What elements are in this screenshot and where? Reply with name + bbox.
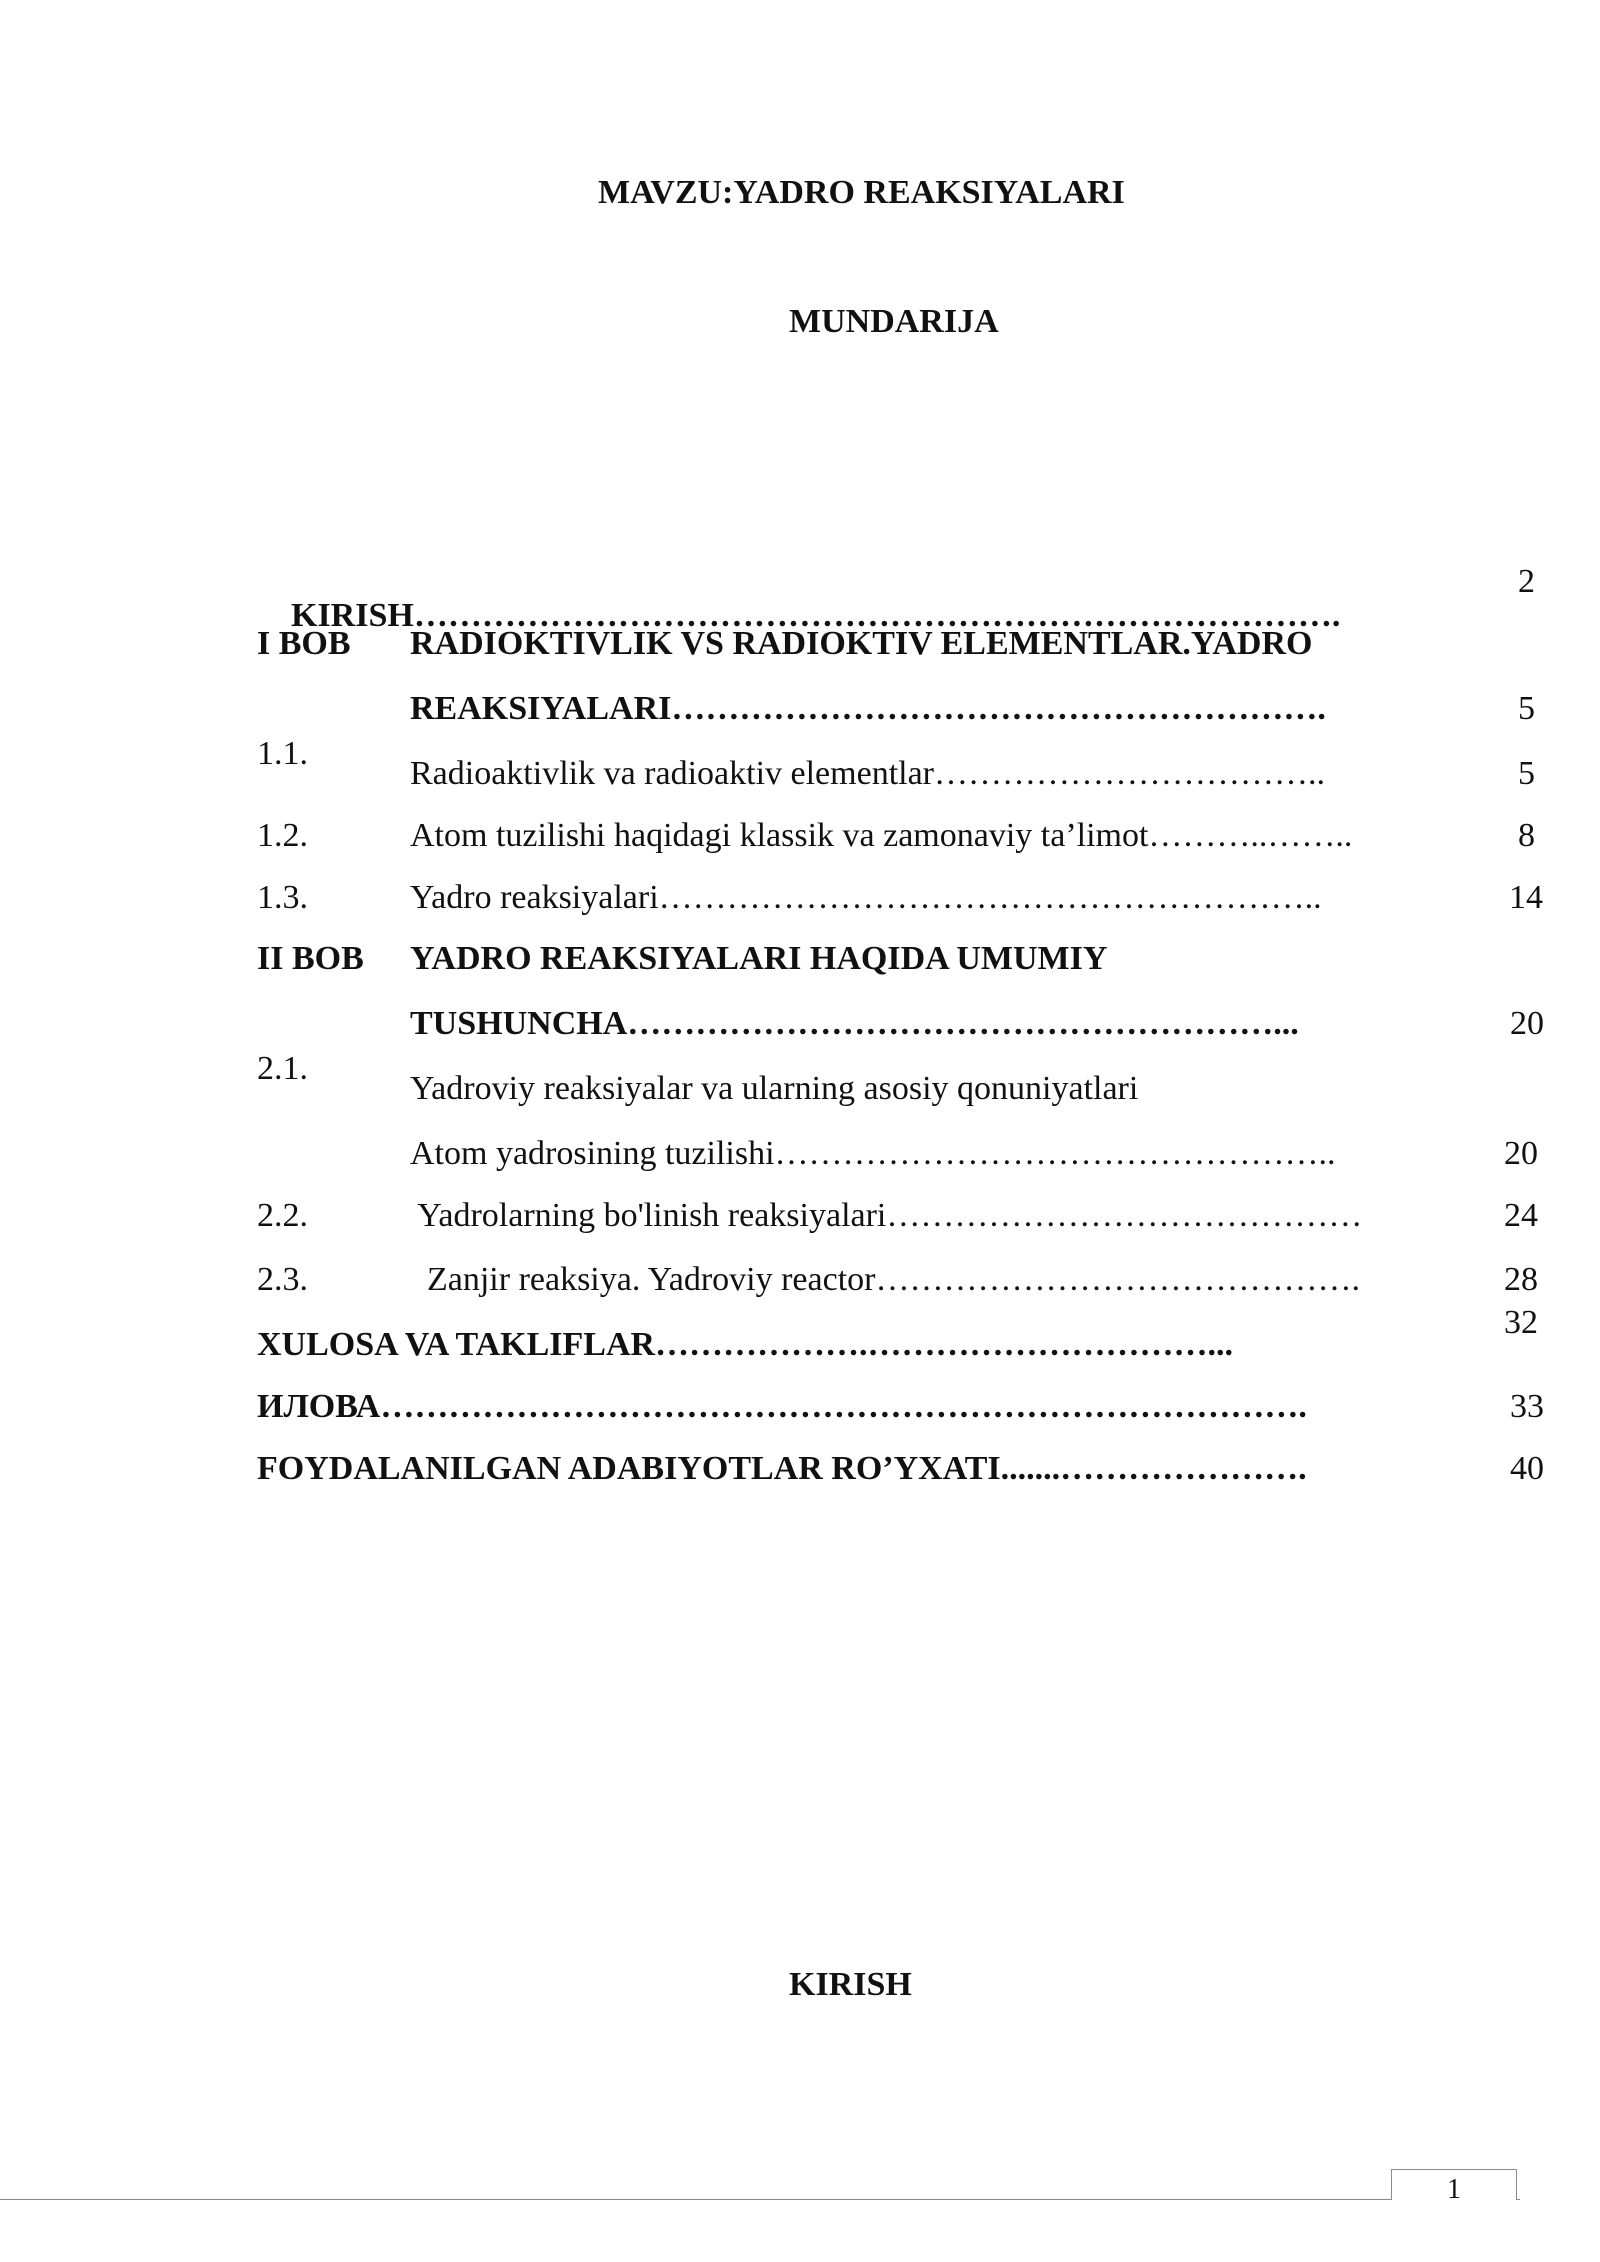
toc-entry-references[interactable]: FOYDALANILGAN ADABIYOTLAR RO’YXATI.......…………………. xyxy=(257,1450,1307,1487)
toc-entry-section-2-2[interactable]: Yadrolarning bo'linish reaksiyalari…………………………………… xyxy=(410,1197,1363,1234)
toc-entry-section-2-3[interactable]: Zanjir reaksiya. Yadroviy reactor……………………………………. xyxy=(410,1261,1360,1298)
toc-section-label: 2.1. xyxy=(257,1050,308,1087)
toc-page-number: 5 xyxy=(1518,755,1535,792)
toc-section-label: 2.3. xyxy=(257,1261,308,1298)
toc-entry-chapter-2-continued[interactable]: TUSHUNCHA…………………………………………………... xyxy=(410,1005,1299,1042)
toc-section-label: 1.1. xyxy=(257,735,308,772)
toc-page-number: 20 xyxy=(1510,1005,1544,1042)
toc-section-label: 1.3. xyxy=(257,879,308,916)
toc-heading: MUNDARIJA xyxy=(789,303,999,340)
footer-divider xyxy=(0,2199,1520,2200)
toc-entry-conclusion[interactable]: XULOSA VA TAKLIFLAR……………….…………………………... xyxy=(257,1326,1234,1363)
toc-entry-section-1-3[interactable]: Yadro reaksiyalari………………………………………………….. xyxy=(410,879,1322,916)
toc-entry-section-2-1-sub[interactable]: Atom yadrosining tuzilishi………………………………………….. xyxy=(410,1135,1336,1172)
toc-page-number: 2 xyxy=(1518,563,1535,600)
toc-entry-chapter-1[interactable]: RADIOKTIVLIK VS RADIOKTIV ELEMENTLAR.YADRO xyxy=(410,625,1313,662)
toc-entry-text: KIRISH………………………………………………………………………. xyxy=(291,597,1341,634)
toc-entry-section-1-1[interactable]: Radioaktivlik va radioaktiv elementlar…………………………….. xyxy=(410,755,1325,792)
toc-section-label: 1.2. xyxy=(257,817,308,854)
toc-section-label: 2.2. xyxy=(257,1197,308,1234)
document-title: MAVZU:YADRO REAKSIYALARI xyxy=(598,174,1125,211)
toc-page-number: 14 xyxy=(1509,879,1543,916)
toc-page-number: 8 xyxy=(1518,817,1535,854)
toc-page-number: 32 xyxy=(1504,1304,1538,1341)
toc-entry-appendix[interactable]: ИЛОВА………………………………………………………………………. xyxy=(257,1388,1307,1425)
toc-page-number: 20 xyxy=(1504,1135,1538,1172)
toc-page-number: 28 xyxy=(1504,1261,1538,1298)
toc-entry-section-1-2[interactable]: Atom tuzilishi haqidagi klassik va zamonaviy ta’limot………..…….. xyxy=(410,817,1353,854)
toc-entry-chapter-2[interactable]: YADRO REAKSIYALARI HAQIDA UMUMIY xyxy=(410,940,1108,977)
toc-page-number: 24 xyxy=(1504,1197,1538,1234)
toc-entry-section-2-1[interactable]: Yadroviy reaksiyalar va ularning asosiy qonuniyatlari xyxy=(410,1070,1139,1107)
section-heading-kirish: KIRISH xyxy=(789,1966,912,2003)
toc-chapter-label: II BOB xyxy=(257,940,364,977)
toc-page-number: 40 xyxy=(1510,1450,1544,1487)
toc-page-number: 33 xyxy=(1510,1388,1544,1425)
toc-chapter-label: I BOB xyxy=(257,625,351,662)
toc-page-number: 5 xyxy=(1518,690,1535,727)
page-number: 1 xyxy=(1447,2174,1461,2205)
toc-entry-chapter-1-continued[interactable]: REAKSIYALARI…………………………………………………. xyxy=(410,690,1326,727)
